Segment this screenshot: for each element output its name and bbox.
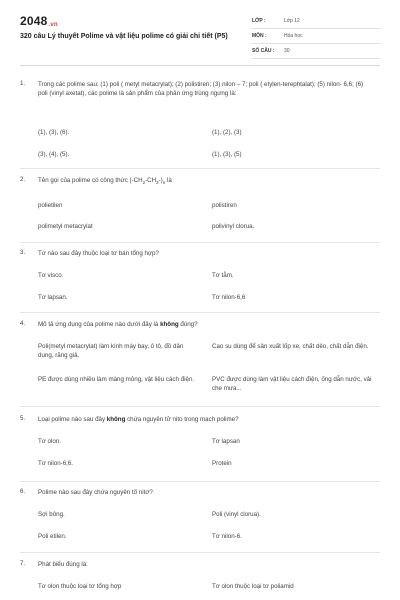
question-number: 5. [20,415,26,422]
question-divider [20,481,380,482]
option-b[interactable]: Poli (vinyl clorua). [212,511,261,518]
meta-label: LỚP : [252,18,266,24]
question-1 [20,80,380,170]
option-c[interactable]: (3), (4), (5). [38,151,70,158]
subscript: n [162,180,166,186]
logo-text: 2048 [20,14,48,28]
meta-value: Lớp 12 [284,18,300,24]
meta-row-subject [252,29,380,44]
question-number: 3. [20,249,26,256]
option-a[interactable]: Poli(metyl metacrylat) làm kính máy bay, ô tô, đồ dân dụng, răng giả. [38,343,184,359]
meta-table [252,14,380,59]
document-title: 320 câu Lý thuyết Polime và vật liệu polime có giải chi tiết (P5) [20,33,228,40]
question-divider [20,312,380,313]
question-divider [20,552,380,553]
option-c[interactable]: PE được dùng nhiều làm màng mỏng, vật liệu cách điện. [38,376,195,383]
option-a[interactable]: Tơ visco. [38,272,64,279]
option-c[interactable]: Poli etilen. [38,533,67,540]
logo-suffix: .vn [48,22,58,28]
option-d[interactable]: Protein [212,460,232,467]
site-logo[interactable] [20,14,58,28]
text-part: đúng? [178,321,198,328]
question-7 [20,560,380,600]
meta-label: SỐ CÂU : [252,48,275,54]
option-a[interactable]: polietilen [38,202,63,209]
question-text: Phát biểu đúng là: [38,561,88,568]
emphasis: không [106,416,126,423]
question-text: Polime nào sau đây chứa nguyên tố nitơ? [38,489,153,496]
text-part: là [165,177,172,184]
text-part: -) [158,177,163,184]
question-divider [20,168,380,169]
question-5 [20,415,380,479]
option-a[interactable]: Tơ olon thuộc loại tơ tổng hợp [38,583,122,590]
option-b[interactable]: (1), (2), (3) [212,129,242,136]
question-number: 7. [20,560,26,567]
question-number: 2. [20,176,26,183]
subscript: 2 [156,180,159,186]
question-divider [20,242,380,243]
text-part: chứa nguyên tử nito trong mạch polime? [125,416,239,423]
question-number: 4. [20,320,26,327]
question-6 [20,488,380,552]
option-a[interactable]: Sợi bông. [38,511,65,518]
option-b[interactable]: polistiren [212,202,237,209]
emphasis: không [160,321,179,328]
text-part: Tên gọi của polime có công thức (-CH [38,177,143,184]
question-text [38,320,373,329]
option-b[interactable]: Tơ lapsan [212,438,240,445]
meta-label: MÔN : [252,33,267,39]
option-d[interactable]: polivinyl clorua. [212,223,255,230]
header [20,14,380,58]
meta-row-count [252,44,380,59]
option-d[interactable]: PVC được dùng làm vật liệu cách điện, ống dẫn nước, vải che mưa... [212,376,372,392]
question-4 [20,320,380,408]
option-a[interactable]: Tơ olon. [38,438,61,445]
question-text [38,176,373,187]
text-part: Loại polime nào sau đây [38,416,107,423]
option-b[interactable]: Tơ olon thuộc loại tơ poliamid [212,583,294,590]
option-b[interactable]: Tơ tằm. [212,272,234,279]
option-a[interactable]: (1), (3), (6). [38,129,70,136]
option-d[interactable]: Tơ nilon-6,6 [212,294,246,301]
header-divider [20,65,380,66]
question-divider [20,406,380,407]
question-text: Trong các polime sau: (1) poli ( metyl metacrylat); (2) polistiren; (3) nilon – 7; poli ( etylen-terephtalat); (5) nilon- 6,6; (6) poli (vinyl axetat), các polime là sản phẩm của phản ứng trùng ngưng là: [38,81,364,97]
meta-value: 30 [284,48,290,54]
text-part: -CH [145,177,157,184]
option-b[interactable]: Cao su dùng để sản xuất lốp xe, chất dẻo, chất dẫn điện. [212,343,369,350]
subscript: 2 [142,180,146,186]
option-c[interactable]: polimetyl metacrylat [38,223,93,230]
text-part: Mô tả ứng dụng của polime nào dưới đây là [38,321,161,328]
option-c[interactable]: Tơ lapsan. [38,294,68,301]
option-d[interactable]: (1), (3), (5) [212,151,242,158]
meta-row-class [252,14,380,29]
option-c[interactable]: Tơ nilon-6,6. [38,460,74,467]
question-number: 1. [20,80,26,87]
question-number: 6. [20,488,26,495]
question-2 [20,176,380,244]
meta-value: Hóa học [284,33,303,39]
question-text: Tơ nào sau đây thuộc loại tơ bán tổng hợp? [38,250,159,257]
question-text [38,415,373,424]
question-3 [20,249,380,313]
option-d[interactable]: Tơ nilon-6. [212,533,242,540]
